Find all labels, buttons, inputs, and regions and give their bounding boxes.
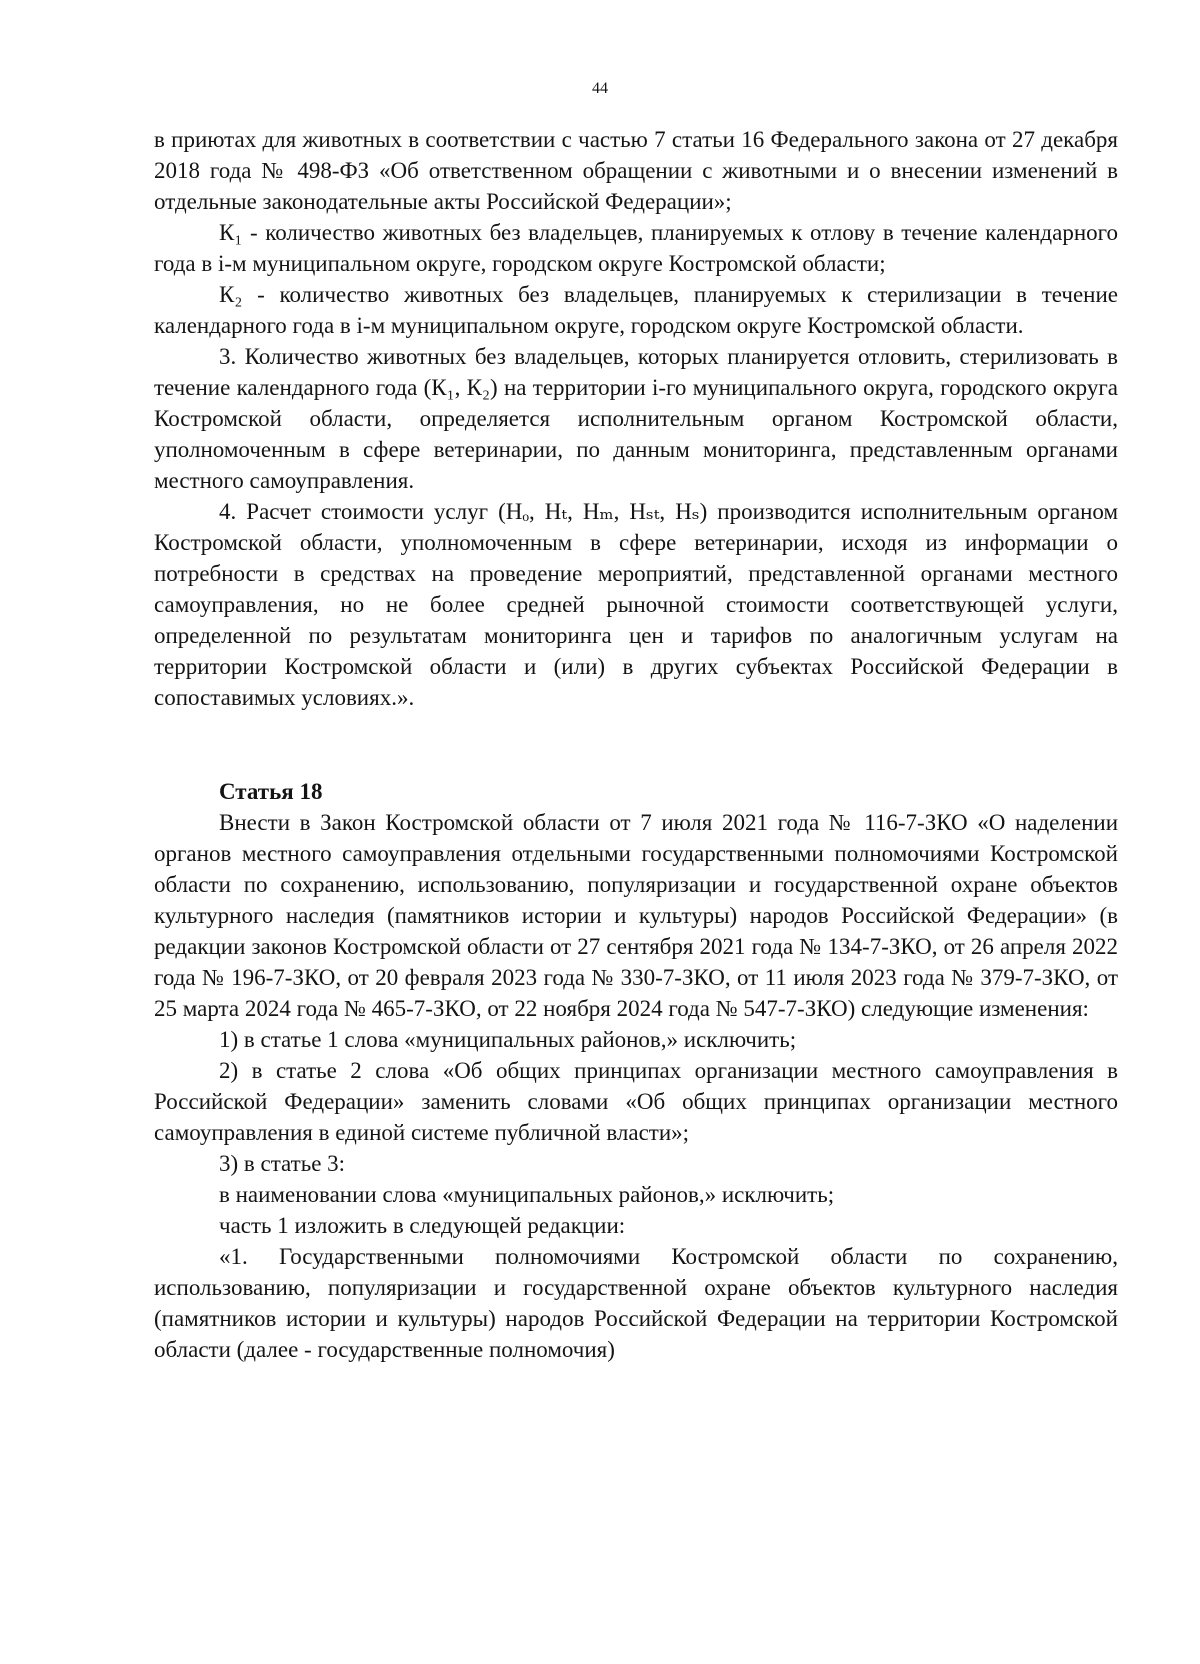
document-body bbox=[154, 124, 1118, 1365]
paragraph: 4. Расчет стоимости услуг (Нₒ, Нₜ, Нₘ, Нₛₜ, Нₛ) производится исполнительным органом Костромской области, уполномоченным в сфере ветеринарии, исходя из информации о потребности в средствах на проведение мероприятий, представленной органами местного самоуправления, но не более средней рыночной стоимости соответствующей услуги, определенной по результатам мониторинга цен и тарифов по аналогичным услугам на территории Костромской области и (или) в других субъектах Российской Федерации в сопоставимых условиях.». bbox=[154, 499, 1118, 710]
paragraph: в приютах для животных в соответствии с частью 7 статьи 16 Федерального закона от 27 декабря 2018 года № 498-ФЗ «Об ответственном обращении с животными и о внесении изменений в отдельные законодательные акты Российской Федерации»; bbox=[154, 127, 1118, 214]
article-heading: Статья 18 bbox=[219, 779, 323, 804]
paragraph: 3. Количество животных без владельцев, которых планируется отловить, стерилизовать в течение календарного года (К₁, К₂) на территории i-го муниципального округа, городского округа Костромской области, определяется исполнительным органом Костромской области, уполномоченным в сфере ветеринарии, по данным мониторинга, представленным органами местного самоуправления. bbox=[154, 344, 1118, 493]
page-number: 44 bbox=[592, 80, 608, 97]
paragraph: Внести в Закон Костромской области от 7 июля 2021 года № 116-7-ЗКО «О наделении органов местного самоуправления отдельными государственными полномочиями Костромской области по сохранению, использованию, популяризации и государственной охране объектов культурного наследия (памятников истории и культуры) народов Российской Федерации» (в редакции законов Костромской области от 27 сентября 2021 года № 134-7-ЗКО, от 26 апреля 2022 года № 196-7-ЗКО, от 20 февраля 2023 года № 330-7-ЗКО, от 11 июля 2023 года № 379-7-ЗКО, от 25 марта 2024 года № 465-7-ЗКО, от 22 ноября 2024 года № 547-7-ЗКО) следующие изменения: bbox=[154, 810, 1118, 1021]
list-item: 3) в статье 3: bbox=[219, 1151, 346, 1176]
paragraph: в наименовании слова «муниципальных районов,» исключить; bbox=[219, 1182, 835, 1207]
paragraph: К₂ - количество животных без владельцев, планируемых к стерилизации в течение календарного года в i-м муниципальном округе, городском округе Костромской области. bbox=[154, 282, 1118, 338]
paragraph: К₁ - количество животных без владельцев, планируемых к отлову в течение календарного года в i-м муниципальном округе, городском округе Костромской области; bbox=[154, 220, 1118, 276]
list-item: 2) в статье 2 слова «Об общих принципах организации местного самоуправления в Российской Федерации» заменить словами «Об общих принципах организации местного самоуправления в единой системе публичной власти»; bbox=[154, 1058, 1118, 1145]
list-item: 1) в статье 1 слова «муниципальных районов,» исключить; bbox=[219, 1027, 797, 1052]
spacer bbox=[154, 713, 1118, 776]
paragraph: часть 1 изложить в следующей редакции: bbox=[219, 1213, 626, 1238]
paragraph: «1. Государственными полномочиями Костромской области по сохранению, использованию, популяризации и государственной охране объектов культурного наследия (памятников истории и культуры) народов Российской Федерации на территории Костромской области (далее - государственные полномочия) bbox=[154, 1244, 1118, 1362]
